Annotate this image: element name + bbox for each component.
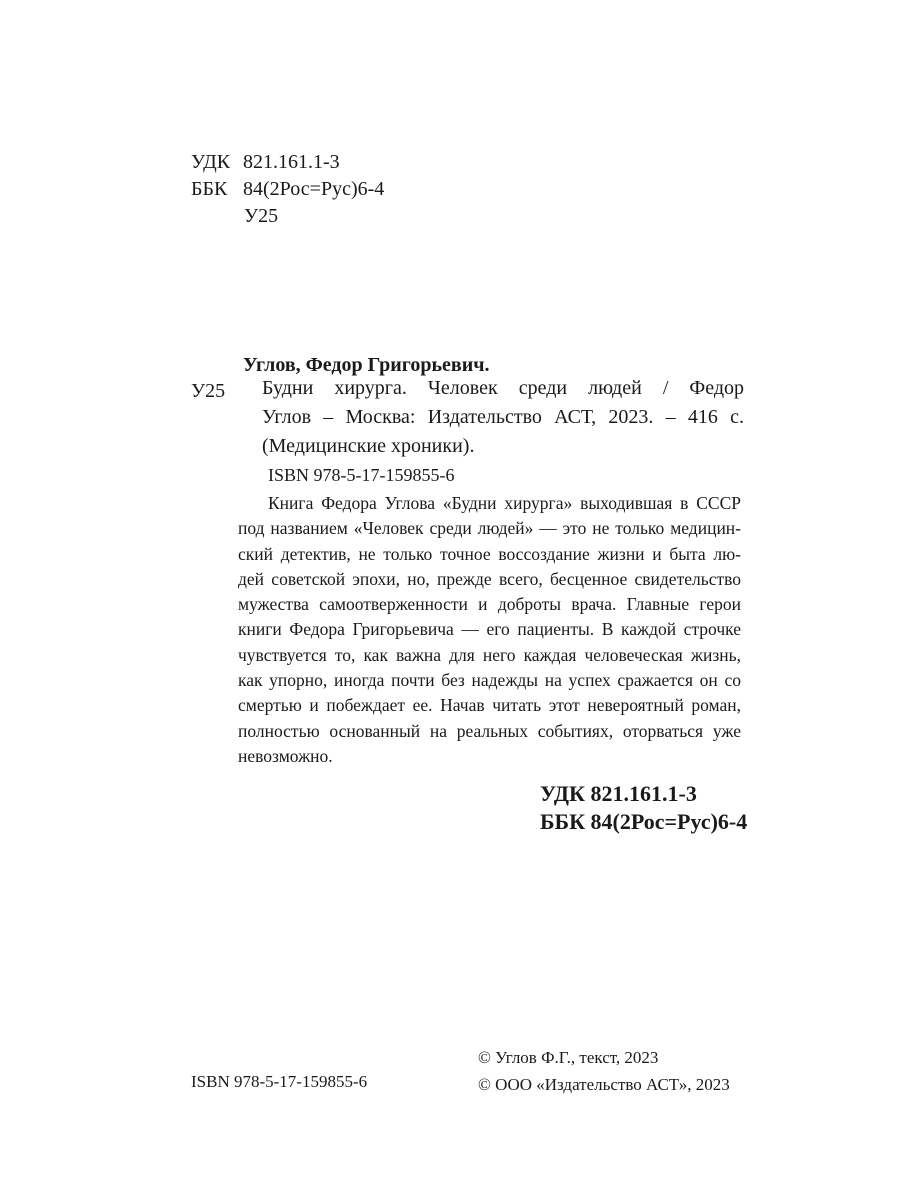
annotation-line: невозможно. [238,745,333,766]
bbk-value: 84(2Рос=Рус)6-4 [243,178,385,200]
annotation-line: дей советской эпохи, но, прежде всего, бесценное свидетельство [238,568,741,589]
annotation-line: под названием «Человек среди людей» — это не только медицин- [238,518,741,539]
bbk-row [191,176,384,203]
bbk-label: ББК [191,178,228,200]
annotation-line: Книга Федора Углова «Будни хирурга» выходившая в СССР [268,493,741,513]
biblio-line: Будни хирурга. Человек среди людей / Федор [262,377,744,399]
isbn-footer: ISBN 978-5-17-159855-6 [191,1072,368,1091]
udk-row [191,149,384,176]
udk-label: УДК [191,151,231,173]
isbn-entry: ISBN 978-5-17-159855-6 [268,465,455,485]
copyright-author: © Углов Ф.Г., текст, 2023 [478,1048,659,1067]
annotation-line: мужества самоотверженности и доброты врача. Главные герои [238,594,741,615]
copyright-publisher: © ООО «Издательство АСТ», 2023 [478,1075,730,1094]
biblio-line: (Медицинские хроники). [262,435,475,457]
annotation [238,491,741,769]
author-heading: Углов, Федор Григорьевич. [243,354,490,376]
copyright-block [478,1044,730,1098]
bibliographic-description [262,374,744,461]
udk-value: 821.161.1-3 [243,151,340,173]
biblio-line: Углов – Москва: Издательство АСТ, 2023. – 416 с. [262,406,744,428]
author-sign-row [191,203,384,230]
annotation-line: как упорно, иногда почти без надежды на успех сражается он со [238,670,741,691]
bbk-bottom: ББК 84(2Рос=Рус)6-4 [540,809,748,834]
annotation-line: полностью основанный на реальных событиях, оторваться уже [238,720,741,741]
classification-block-bottom [540,780,747,836]
annotation-line: книги Федора Григорьевича — его пациенты. В каждой строчке [238,619,741,640]
author-sign-top: У25 [244,205,279,227]
author-sign-entry: У25 [191,380,226,402]
udk-bottom: УДК 821.161.1-3 [540,781,697,806]
annotation-line: чувствуется то, как важна для него каждая человеческая жизнь, [238,644,741,665]
annotation-line: смертью и побеждает ее. Начав читать этот невероятный роман, [238,695,741,716]
classification-block-top [191,149,384,230]
annotation-line: ский детектив, не только точное воссоздание жизни и быта лю- [238,543,741,564]
